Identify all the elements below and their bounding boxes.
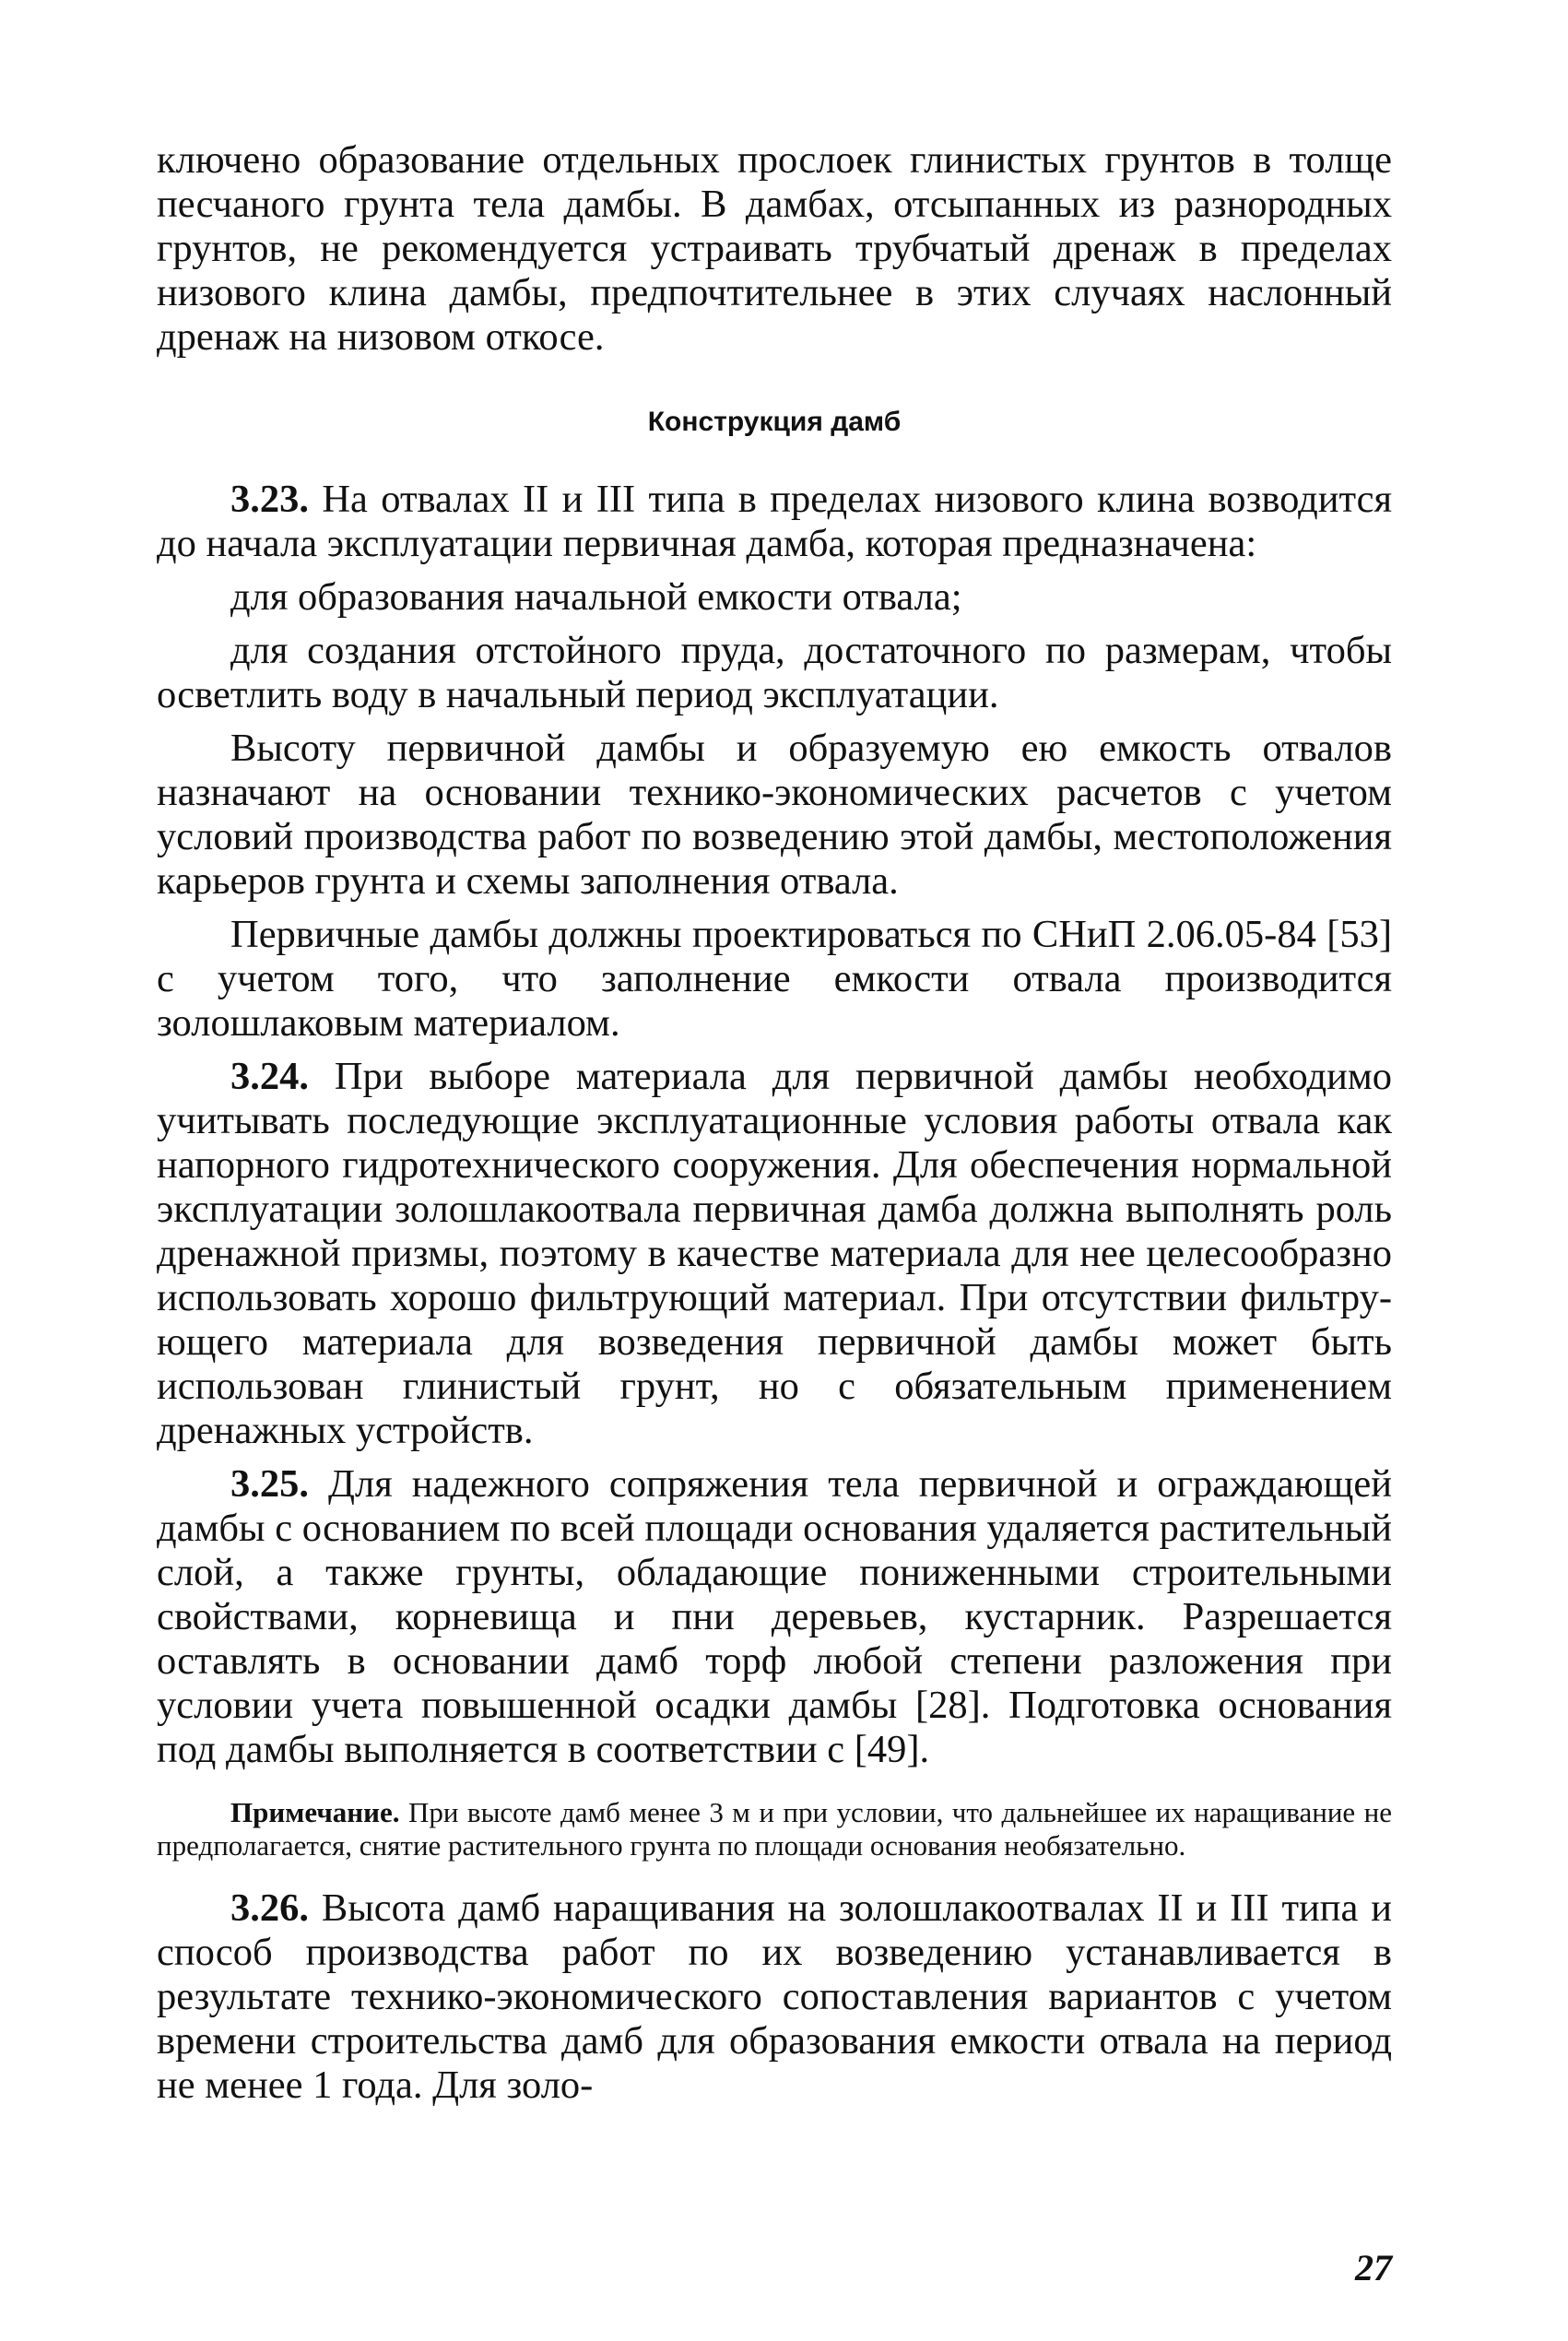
paragraph-3-26-text: Высота дамб наращивания на золошлакоотвалах II и III типа и способ производства работ по их возведению устанавливается в результате технико-экономического сопоставления вариантов с учетом времени строительства дамб для образования емкости отвала на период не менее 1 года. Для золо-	[157, 1886, 1392, 2107]
paragraph-3-25-text: Для надежного сопряжения тела первичной и ограждающей дамбы с основанием по всей площади основания удаляется растительный слой, а также грунты, обладающие пониженными строительными свойствами, корневища и пни деревьев, кустарник. Разрешается оставлять в основании дамб торф любой степени разложения при условии учета повышенной осадки дамбы [28]. Подготовка основания под дамбы выполняется в соответствии с [49].	[157, 1462, 1392, 1771]
paragraph-3-26	[157, 1886, 1392, 2108]
clause-number-3-26: 3.26.	[230, 1886, 309, 1930]
paragraph-3-23-height: Высоту первичной дамбы и образуемую ею емкость отвалов назначают на основании технико-экономических расчетов с учетом условий производства работ по возведению этой дамбы, местоположения карьеров грунта и схемы заполнения отвала.	[157, 727, 1392, 903]
paragraph-3-23	[157, 478, 1392, 566]
clause-number-3-24: 3.24.	[230, 1055, 309, 1098]
paragraph-3-24-text: При выборе материала для первичной дамбы необходимо учитывать последующие эксплуатационные условия работы отвала как напорного гидротехнического сооружения. Для обеспечения нормальной эксплуатации золошлакоотвала первичная дамба должна выполнять роль дренажной призмы, поэтому в качестве материала для нее целесообразно использовать хорошо фильтрующий материал. При отсутствии фильтрующего материала для возведения первичной дамбы может быть использован глинистый грунт, но с обязательным применением дренажных устройств.	[157, 1055, 1392, 1452]
section-heading: Конструкция дамб	[647, 407, 902, 437]
page-number: 27	[1355, 2247, 1392, 2288]
document-page	[157, 138, 1392, 2287]
paragraph-3-23-snip: Первичные дамбы должны проектироваться по СНиП 2.06.05-84 [53] с учетом того, что заполнение емкости отвала производится золошлаковым материалом.	[157, 913, 1392, 1045]
clause-number-3-25: 3.25.	[230, 1462, 309, 1506]
note-label: Примечание.	[230, 1796, 400, 1828]
clause-number-3-23: 3.23.	[230, 478, 309, 521]
paragraph-3-23-text: На отвалах II и III типа в пределах низового клина возводится до начала эксплуатации первичная дамба, которая предназначена:	[157, 478, 1392, 565]
paragraph-3-24	[157, 1055, 1392, 1453]
paragraph-3-23-item-a: для образования начальной емкости отвала;	[230, 575, 962, 619]
paragraph-3-23-item-b: для создания отстойного пруда, достаточного по размерам, чтобы осветлить воду в начальный период эксплуатации.	[157, 629, 1392, 716]
paragraph-3-25	[157, 1462, 1392, 1772]
note-text: При высоте дамб менее 3 м и при условии, что дальнейшее их наращивание не предполагается, снятие растительного грунта по площади основания необязательно.	[157, 1796, 1392, 1862]
note	[157, 1796, 1392, 1862]
paragraph-intro: ключено образование отдельных прослоек глинистых грунтов в толще песчаного грунта тела дамбы. В дамбах, отсыпанных из разнородных грунтов, не рекомендуется устраивать трубчатый дренаж в пределах низового клина дамбы, предпочтительнее в этих случаях наслонный дренаж на низовом откосе.	[157, 138, 1392, 359]
